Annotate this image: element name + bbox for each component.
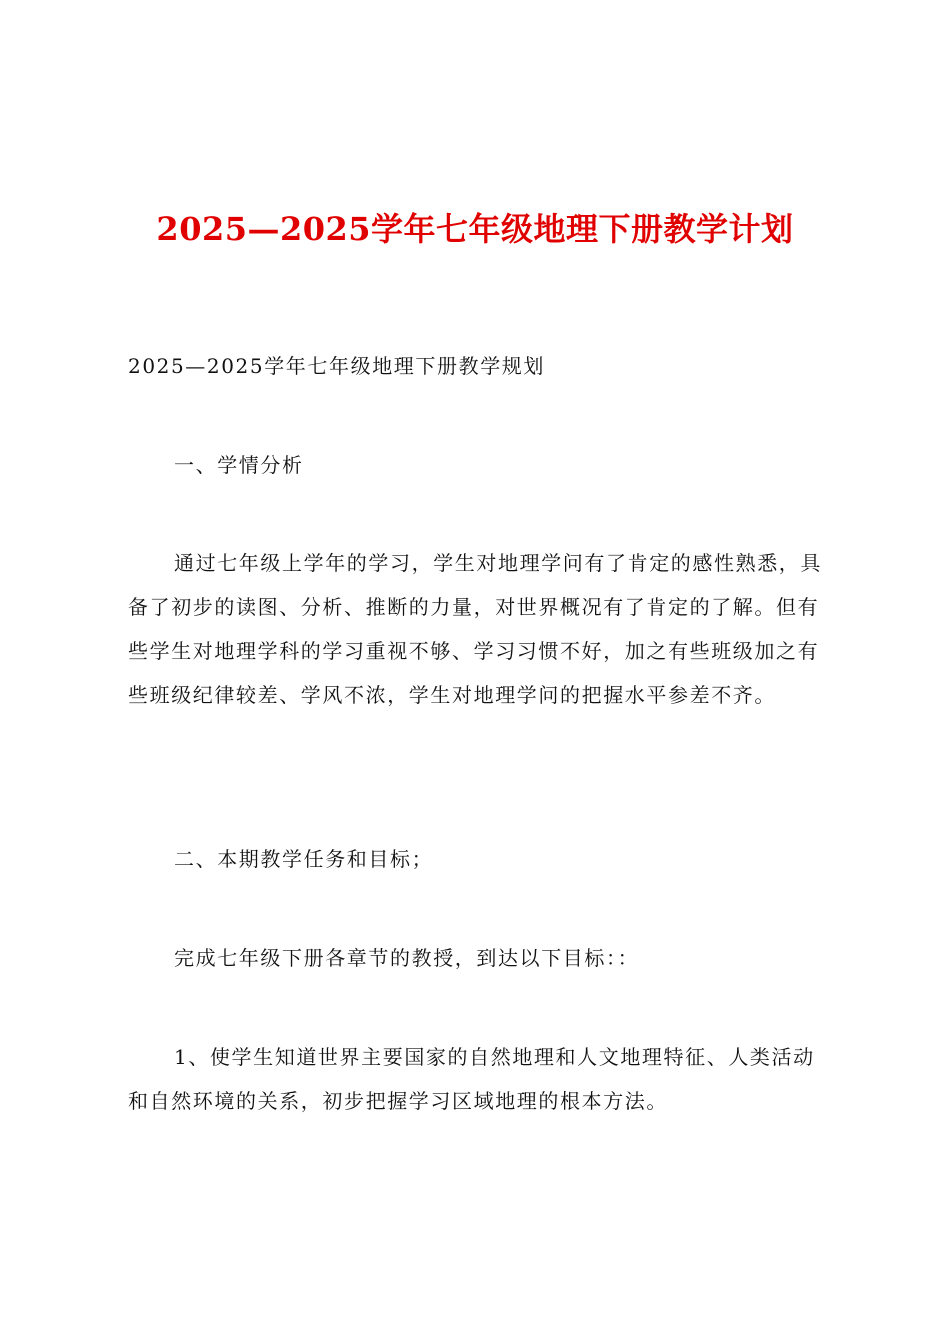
section-1-heading: 一、学情分析 [174,453,304,477]
document-subtitle: 2025—2025学年七年级地理下册教学规划 [128,354,545,378]
section-2-intro: 完成七年级下册各章节的教授，到达以下目标：： [174,946,640,970]
section-1-body: 通过七年级上学年的学习，学生对地理学问有了肯定的感性熟悉，具备了初步的读图、分析、推断的力量，对世界概况有了肯定的了解。但有些学生对地理学科的学习重视不够、学习习惯不好，加之有些班级加之有些班级纪律较差、学风不浓，学生对地理学问的把握水平参差不齐。 [128,551,822,707]
document-title: 2025—2025学年七年级地理下册教学计划 [156,210,794,249]
list-item-1: 1、使学生知道世界主要国家的自然地理和人文地理特征、人类活动和自然环境的关系，初步把握学习区域地理的根本方法。 [128,1045,815,1113]
section-2-heading: 二、本期教学任务和目标； [174,847,434,871]
